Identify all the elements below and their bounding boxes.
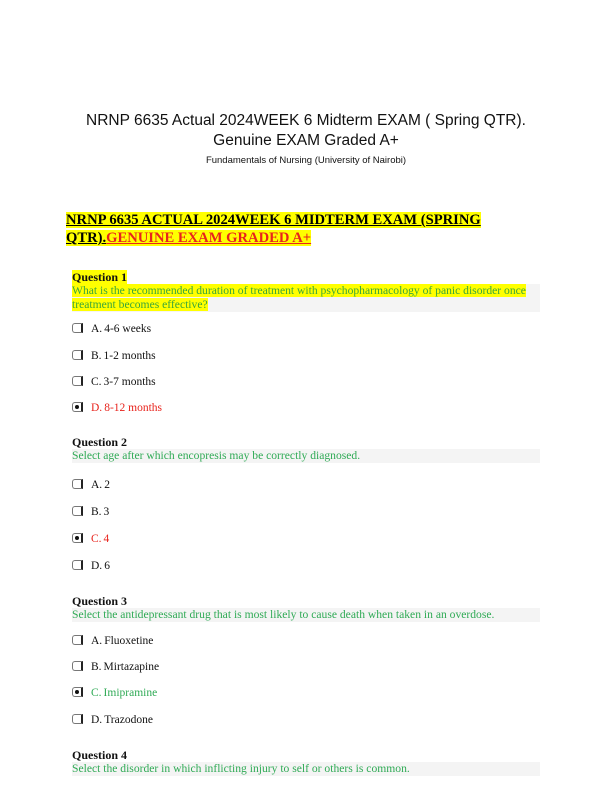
question-4 (72, 748, 540, 776)
answer-option[interactable] (72, 660, 159, 674)
answer-option[interactable] (72, 375, 156, 389)
option-text: 3 (103, 506, 110, 518)
radio-unselected-icon[interactable] (72, 661, 83, 671)
question-1 (72, 270, 540, 312)
option-text: 6 (104, 560, 110, 572)
question-label-text: Question 2 (72, 435, 128, 449)
option-text: Fluoxetine (104, 635, 154, 647)
option-letter: B. (91, 350, 102, 362)
radio-unselected-icon[interactable] (72, 714, 83, 724)
option-text: 4-6 weeks (104, 323, 152, 335)
exam-heading (66, 211, 481, 247)
answer-option[interactable] (72, 322, 151, 336)
question-label (72, 748, 540, 762)
answer-option[interactable] (72, 532, 109, 546)
answer-option[interactable] (72, 505, 109, 519)
option-text: 1-2 months (103, 350, 156, 362)
radio-unselected-icon[interactable] (72, 350, 83, 360)
option-letter: B. (91, 661, 102, 673)
question-2 (72, 435, 540, 463)
question-label-text: Question 3 (72, 594, 128, 608)
option-text: 3-7 months (103, 376, 156, 388)
option-letter: D. (91, 560, 103, 572)
option-letter: D. (91, 402, 103, 414)
option-text: Trazodone (104, 714, 153, 726)
question-text-content: What is the recommended duration of treatment with psychopharmacology of panic disorder once treatment becomes effective? (72, 284, 526, 311)
answer-option[interactable] (72, 559, 110, 573)
document-title-line2: Genuine EXAM Graded A+ (213, 132, 399, 149)
question-text-content: Select the antidepressant drug that is most likely to cause death when taken in an overdose. (72, 608, 495, 621)
radio-unselected-icon[interactable] (72, 376, 83, 386)
question-text-content: Select age after which encopresis may be correctly diagnosed. (72, 449, 361, 462)
radio-unselected-icon[interactable] (72, 635, 83, 645)
option-letter: A. (91, 323, 103, 335)
question-label-text: Question 1 (72, 270, 128, 284)
option-text: Imipramine (103, 687, 158, 699)
document-subtitle: Fundamentals of Nursing (University of Nairobi) (205, 155, 407, 166)
question-label (72, 594, 540, 608)
question-text (72, 284, 540, 312)
option-letter: A. (91, 479, 103, 491)
question-3 (72, 594, 540, 622)
option-text: 2 (104, 479, 110, 491)
answer-option[interactable] (72, 686, 157, 700)
answer-option[interactable] (72, 349, 156, 363)
heading-line2-red: GENUINE EXAM GRADED A+ (106, 230, 312, 246)
option-text: 8-12 months (104, 402, 163, 414)
radio-unselected-icon[interactable] (72, 506, 83, 516)
option-letter: B. (91, 506, 102, 518)
question-label (72, 435, 540, 449)
radio-selected-icon[interactable] (72, 687, 83, 697)
option-letter: C. (91, 687, 102, 699)
question-text (72, 608, 540, 622)
option-letter: D. (91, 714, 103, 726)
option-text: Mirtazapine (103, 661, 160, 673)
question-text-content: Select the disorder in which inflicting injury to self or others is common. (72, 762, 410, 775)
answer-option[interactable] (72, 478, 110, 492)
answer-option[interactable] (72, 401, 162, 415)
heading-line1: NRNP 6635 ACTUAL 2024WEEK 6 MIDTERM EXAM (SPRING (66, 212, 481, 228)
radio-unselected-icon[interactable] (72, 323, 83, 333)
option-letter: C. (91, 533, 102, 545)
answer-option[interactable] (72, 634, 153, 648)
document-title-line1: NRNP 6635 Actual 2024WEEK 6 Midterm EXAM ( Spring QTR). (86, 112, 526, 129)
question-label (72, 270, 540, 284)
option-letter: A. (91, 635, 103, 647)
question-label-text: Question 4 (72, 748, 128, 762)
heading-line2-black: QTR). (66, 230, 107, 246)
question-text (72, 762, 540, 776)
radio-selected-icon[interactable] (72, 533, 83, 543)
option-letter: C. (91, 376, 102, 388)
question-text (72, 449, 540, 463)
radio-selected-icon[interactable] (72, 402, 83, 412)
answer-option[interactable] (72, 713, 153, 727)
radio-unselected-icon[interactable] (72, 479, 83, 489)
radio-unselected-icon[interactable] (72, 560, 83, 570)
option-text: 4 (103, 533, 110, 545)
